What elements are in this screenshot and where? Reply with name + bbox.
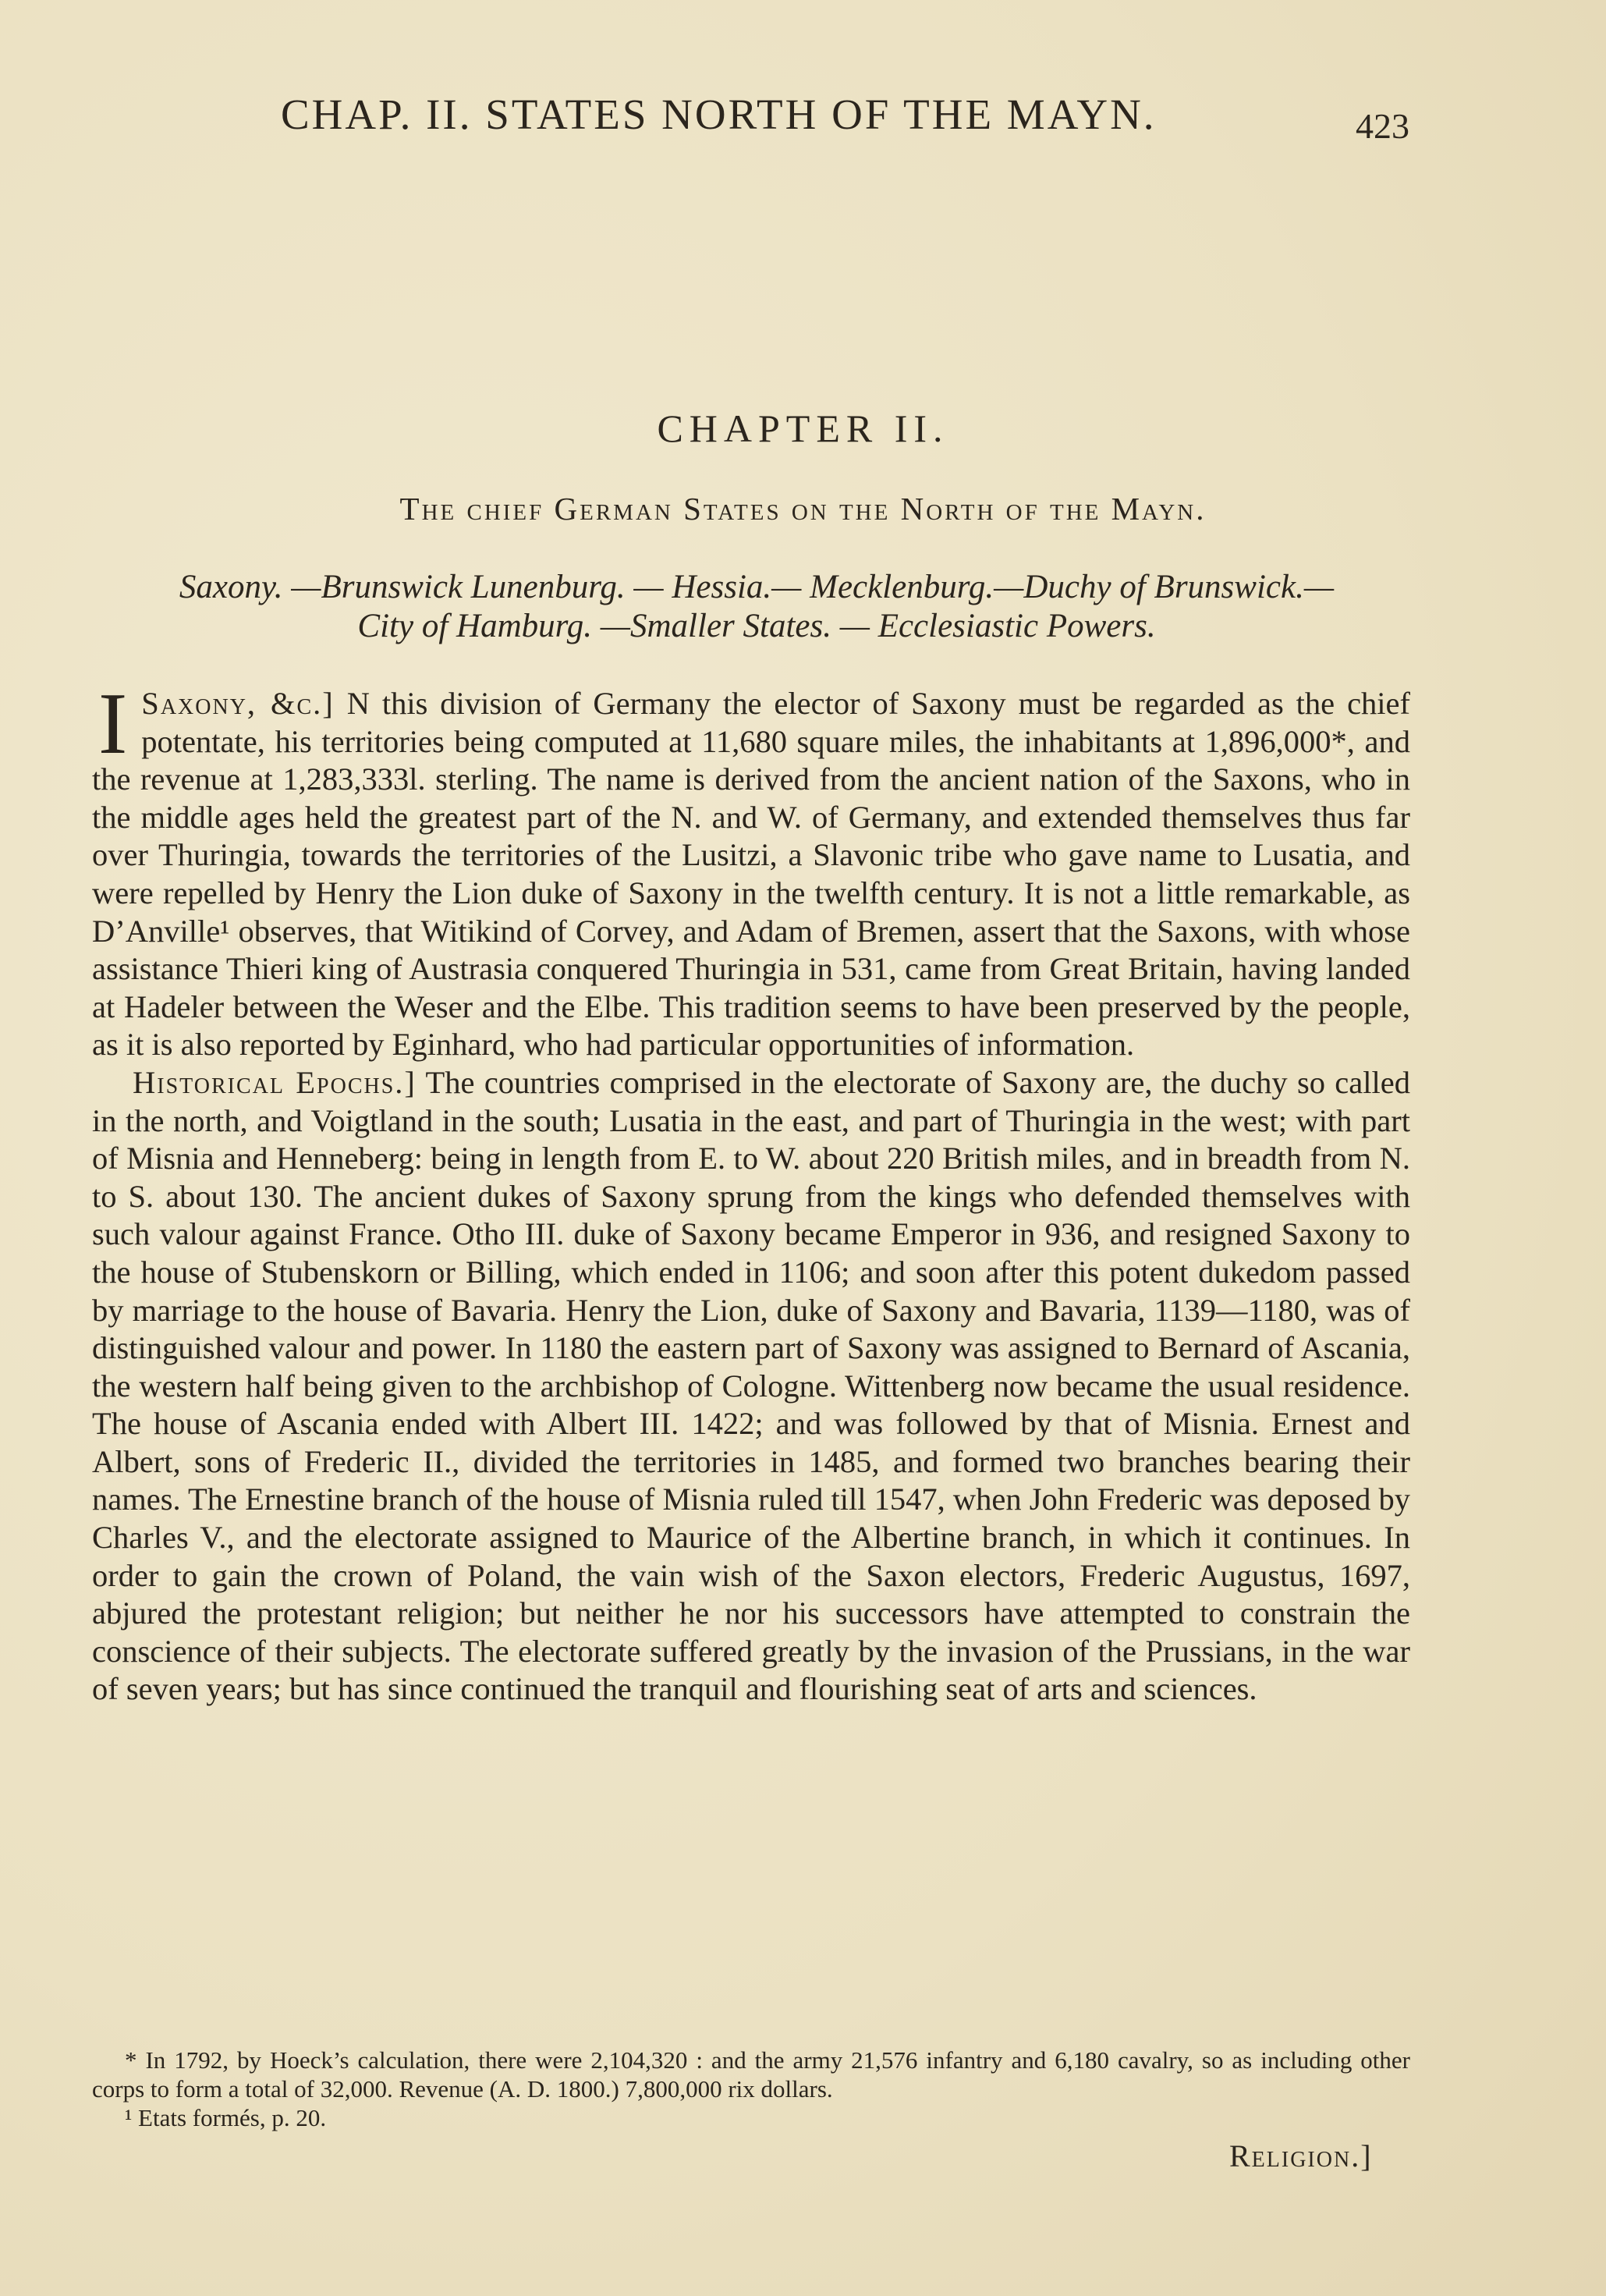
drop-cap: I [98, 676, 128, 772]
paragraph-historical-epochs [92, 1064, 1410, 1709]
page-number: 423 [1356, 106, 1409, 146]
sidehead-historical-epochs: Historical Epochs.] [133, 1064, 417, 1100]
footnote-asterisk: * In 1792, by Hoeck’s calculation, there were 2,104,320 : and the army 21,576 infantry and 6,180 cavalry, so as including other corps to form a total of 32,000. Revenue (A. D. 1800.) 7,800,000 rix dollars. [92, 2046, 1410, 2103]
paragraph-text: N this division of Germany the elector of Saxony must be regarded as the chief potentate, his territories being computed at 11,680 square miles, the inhabitants at 1,896,000*, and the revenue at 1,283,333l. sterling. The name is derived from the ancient nation of the Saxons, who in the middle ages held the greatest part of the N. and W. of Germany, and extended themselves thus far over Thuringia, towards the territories of the Lusitzi, a Slavonic tribe who gave name to Lusatia, and were repelled by Henry the Lion duke of Saxony in the twelfth century. It is not a little remarkable, as D’Anville¹ observes, that Witikind of Corvey, and Adam of Bremen, assert that the Saxons, with whose assistance Thieri king of Austrasia conquered Thuringia in 531, came from Great Britain, having landed at Hadeler between the Weser and the Elbe. This tradition seems to have been preserved by the people, as it is also reported by Eginhard, who had particular opportunities of information. [92, 686, 1411, 1063]
contents-line-2: City of Hamburg. —Smaller States. — Ecclesiastic Powers. [357, 608, 1156, 644]
paragraph-saxony [92, 676, 1411, 1064]
contents-line-1: Saxony. —Brunswick Lunenburg. — Hessia.— Mecklenburg.—Duchy of Brunswick.— [179, 569, 1335, 605]
chapter-title: CHAPTER II. [657, 406, 949, 450]
chapter-subtitle: The chief German States on the North of the Mayn. [399, 491, 1207, 527]
chapter-contents [86, 568, 1427, 646]
footnote-1: ¹ Etats formés, p. 20. [125, 2104, 327, 2131]
footnotes [92, 2046, 1410, 2132]
paragraph-text: The countries comprised in the electorate of Saxony are, the duchy so called in the north, and Voigtland in the south; Lusatia in the east, and part of Thuringia in the west; with part of Misnia and Henneberg: being in length from E. to W. about 220 British miles, and in breadth from N. to S. about 130. The ancient dukes of Saxony sprung from the kings who defended themselves with such valour against France. Otho III. duke of Saxony became Emperor in 936, and resigned Saxony to the house of Stubenskorn or Billing, which ended in 1106; and soon after this potent dukedom passed by marriage to the house of Bavaria. Henry the Lion, duke of Saxony and Bavaria, 1139—1180, was of distinguished valour and power. In 1180 the eastern part of Saxony was assigned to Bernard of Ascania, the western half being given to the archbishop of Cologne. Wittenberg now became the usual residence. The house of Ascania ended with Albert III. 1422; and was followed by that of Misnia. Ernest and Albert, sons of Frederic II., divided the territories in 1485, and formed two branches bearing their names. The Ernestine branch of the house of Misnia ruled till 1547, when John Frederic was deposed by Charles V., and the electorate assigned to Maurice of the Albertine branch, in which it continues. In order to gain the crown of Poland, the vain wish of the Saxon electors, Frederic Augustus, 1697, abjured the protestant religion; but neither he nor his successors have attempted to constrain the conscience of their subjects. The electorate suffered greatly by the invasion of the Prussians, in the war of seven years; but has since continued the tranquil and flourishing seat of arts and sciences. [92, 1064, 1410, 1707]
sidehead-saxony: Saxony, &c.] [141, 686, 335, 721]
running-head: CHAP. II. STATES NORTH OF THE MAYN. [281, 90, 1157, 138]
body-text [92, 676, 1411, 1709]
catchword: Religion.] [1229, 2138, 1373, 2174]
